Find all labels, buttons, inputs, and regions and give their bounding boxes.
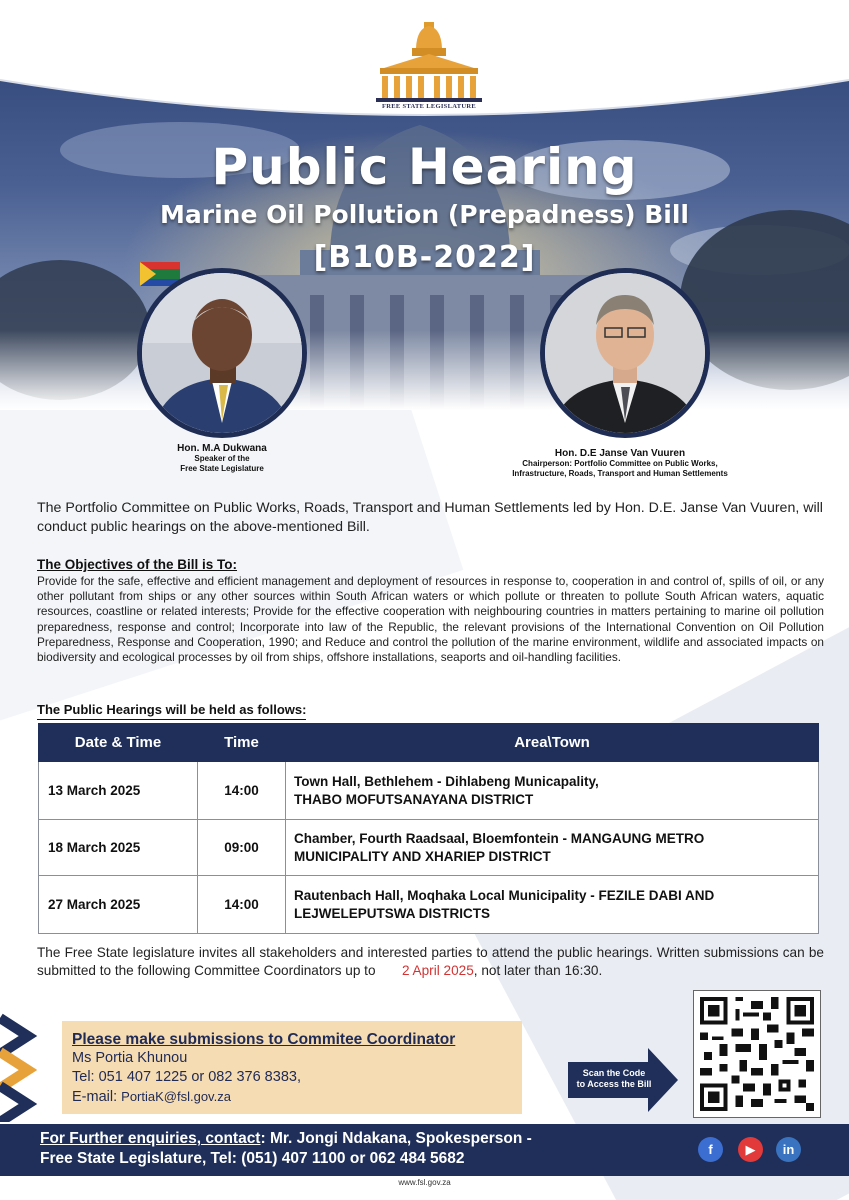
- hearings-table: [38, 723, 819, 934]
- speaker-role-line1: Speaker of the: [194, 454, 250, 463]
- table-row: [39, 820, 819, 876]
- row-date: 27 March 2025: [39, 876, 198, 934]
- legislature-logo: [374, 18, 484, 114]
- speaker-caption: [120, 443, 324, 474]
- submissions-box: [62, 1021, 522, 1114]
- portrait-chairperson: [540, 268, 710, 438]
- row-time: 09:00: [198, 820, 286, 876]
- row-area: [286, 876, 819, 934]
- chairperson-role-line2: Infrastructure, Roads, Transport and Human Settlements: [512, 469, 728, 478]
- column-header-time: Time: [198, 724, 286, 762]
- speaker-name: Hon. M.A Dukwana: [177, 443, 267, 454]
- enquiries-line1: [40, 1129, 532, 1149]
- column-header-area: Area\Town: [286, 724, 819, 762]
- row-area-line1: Rautenbach Hall, Moqhaka Local Municipality - FEZILE DABI AND: [294, 887, 715, 903]
- page-title: Public Hearing: [211, 138, 638, 196]
- row-area-line2: THABO MOFUTSANAYANA DISTRICT: [294, 791, 534, 807]
- logo-caption: FREE STATE LEGISLATURE: [381, 103, 476, 110]
- row-time: 14:00: [198, 762, 286, 820]
- youtube-icon[interactable]: ▶: [738, 1137, 763, 1162]
- row-area-line2: LEJWELEPUTSWA DISTRICTS: [294, 905, 491, 921]
- table-header-row: [39, 724, 819, 762]
- invitation-text: The Free State legislature invites all stakeholders and interested parties to attend the public hearings. Written submissions can be submitted to the following Committee Coordinators up to: [37, 945, 824, 978]
- row-date: 13 March 2025: [39, 762, 198, 820]
- invitation-paragraph: [37, 944, 824, 980]
- coordinator-email-row: [72, 1087, 512, 1107]
- row-area-line1: Town Hall, Bethlehem - Dihlabeng Municapality,: [294, 773, 599, 789]
- website-link[interactable]: www.fsl.gov.za: [398, 1178, 451, 1187]
- row-area-line1: Chamber, Fourth Raadsaal, Bloemfontein - MANGAUNG METRO: [294, 830, 705, 846]
- invitation-tail: , not later than 16:30.: [473, 963, 603, 978]
- hearings-heading: The Public Hearings will be held as follows:: [37, 702, 306, 720]
- enquiries-text: [40, 1129, 532, 1169]
- enquiries-label: For Further enquiries, contact: [40, 1130, 261, 1147]
- chairperson-role-line1: Chairperson: Portfolio Committee on Public Works,: [522, 459, 718, 468]
- objectives-heading: The Objectives of the Bill is To:: [37, 557, 238, 572]
- email-label: E-mail:: [72, 1089, 122, 1105]
- scan-label: [576, 1068, 652, 1090]
- bill-name: Marine Oil Pollution (Prepadness) Bill: [160, 200, 689, 229]
- objectives-body: Provide for the safe, effective and efficient management and deployment of resources in response to, cooperation in and control of, spills of oil, or any other pollutant from ships or any other sources within South African waters or which pollute or threaten to pollute South African waters, aquatic resources, coastline or related interests; Provide for the effective cooperation with neighbouring countries in matters pertaining to marine oil pollution preparedness, response and control; Incorporate into law of the Republic, the relevant provisions of the International Convention on Oil Pollution Preparedness, Response and Cooperation, 1990; and Reduce and control the pollution of the marine environment, wildlife and associated impacts on biodiversity and ecological processes by oil from ships, offshore installations, seaports and oil-handling facilities.: [37, 574, 824, 665]
- coordinator-name: Ms Portia Khunou: [72, 1050, 188, 1066]
- intro-paragraph: The Portfolio Committee on Public Works, Roads, Transport and Human Settlements led by Hon. D.E. Janse Van Vuuren, will conduct public hearings on the above-mentioned Bill.: [37, 500, 823, 535]
- portrait-speaker: [137, 268, 307, 438]
- chairperson-name: Hon. D.E Janse Van Vuuren: [554, 448, 686, 459]
- submissions-heading: Please make submissions to Commitee Coordinator: [72, 1031, 456, 1048]
- footer-bar: [0, 1124, 849, 1176]
- row-area: [286, 762, 819, 820]
- row-time: 14:00: [198, 876, 286, 934]
- row-area-line2: MUNICIPALITY AND XHARIEP DISTRICT: [294, 848, 551, 864]
- qr-code-icon: [700, 997, 814, 1111]
- enquiries-line2: Free State Legislature, Tel: (051) 407 1100 or 062 484 5682: [40, 1150, 465, 1167]
- speaker-role-line2: Free State Legislature: [180, 464, 264, 473]
- scan-label-line2: to Access the Bill: [576, 1079, 652, 1089]
- facebook-icon[interactable]: f: [698, 1137, 723, 1162]
- chevron-decoration-icon: [0, 1012, 40, 1122]
- coordinator-email-link[interactable]: PortiaK@fsl.gov.za: [121, 1089, 231, 1104]
- column-header-date: Date & Time: [39, 724, 198, 762]
- qr-code[interactable]: [693, 990, 821, 1118]
- chairperson-caption: [470, 448, 770, 479]
- coordinator-tel: Tel: 051 407 1225 or 082 376 8383,: [72, 1069, 301, 1085]
- linkedin-icon[interactable]: in: [776, 1137, 801, 1162]
- row-date: 18 March 2025: [39, 820, 198, 876]
- table-row: [39, 762, 819, 820]
- bill-code: [B10B-2022]: [313, 240, 536, 275]
- row-area: [286, 820, 819, 876]
- submission-deadline: 2 April 2025: [401, 963, 474, 978]
- table-row: [39, 876, 819, 934]
- enquiries-contact: : Mr. Jongi Ndakana, Spokesperson -: [260, 1130, 532, 1147]
- speaker-photo: [142, 273, 302, 433]
- scan-label-line1: Scan the Code: [582, 1068, 646, 1078]
- chairperson-photo: [545, 273, 705, 433]
